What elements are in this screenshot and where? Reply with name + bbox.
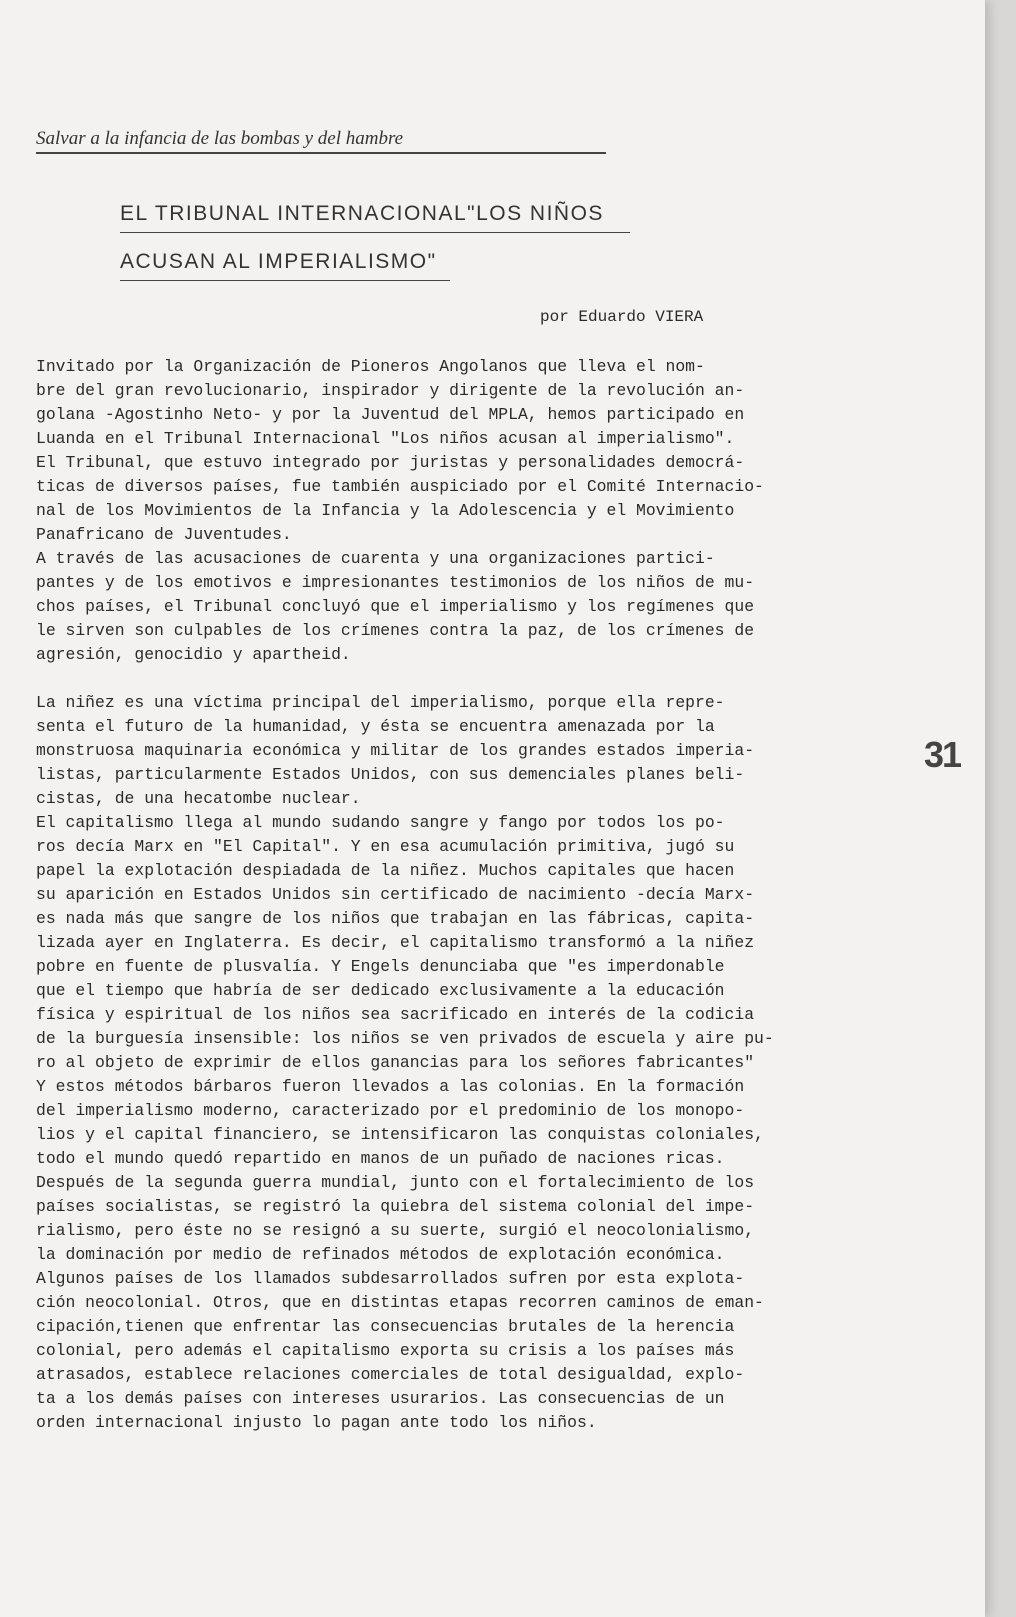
text-line: papel la explotación despiadada de la niñez. Muchos capitales que hacen [36, 861, 735, 880]
text-line: Después de la segunda guerra mundial, junto con el fortalecimiento de los [36, 1173, 755, 1192]
text-line: ta a los demás países con intereses usurarios. Las consecuencias de un [36, 1389, 725, 1408]
text-line: colonial, pero además el capitalismo exporta su crisis a los países más [36, 1341, 735, 1360]
text-line: bre del gran revolucionario, inspirador y dirigente de la revolución an- [36, 381, 745, 400]
page-number: 31 [924, 734, 961, 775]
text-line: lios y el capital financiero, se intensificaron las conquistas coloniales, [36, 1125, 764, 1144]
text-line: chos países, el Tribunal concluyó que el imperialismo y los regímenes que [36, 597, 755, 616]
text-line: ros decía Marx en "El Capital". Y en esa acumulación primitiva, jugó su [36, 837, 735, 856]
text-line: de la burguesía insensible: los niños se ven privados de escuela y aire pu- [36, 1029, 774, 1048]
text-line: física y espiritual de los niños sea sacrificado en interés de la codicia [36, 1005, 755, 1024]
text-line: es nada más que sangre de los niños que trabajan en las fábricas, capita- [36, 909, 755, 928]
text-line: del imperialismo moderno, caracterizado por el predominio de los monopo- [36, 1101, 745, 1120]
text-line: Luanda en el Tribunal Internacional "Los niños acusan al imperialismo". [36, 429, 735, 448]
text-line: que el tiempo que habría de ser dedicado exclusivamente a la educación [36, 981, 725, 1000]
text-line: la dominación por medio de refinados métodos de explotación económica. [36, 1245, 725, 1264]
paragraph-gap [36, 667, 916, 691]
text-line: orden internacional injusto lo pagan ante todo los niños. [36, 1413, 597, 1432]
text-line: su aparición en Estados Unidos sin certificado de nacimiento -decía Marx- [36, 885, 755, 904]
text-line: A través de las acusaciones de cuarenta y una organizaciones partici- [36, 549, 715, 568]
text-line: Y estos métodos bárbaros fueron llevados a las colonias. En la formación [36, 1077, 745, 1096]
text-line: El capitalismo llega al mundo sudando sangre y fango por todos los po- [36, 813, 725, 832]
paragraph [36, 691, 916, 1435]
text-line: cistas, de una hecatombe nuclear. [36, 789, 361, 808]
text-line: nal de los Movimientos de la Infancia y la Adolescencia y el Movimiento [36, 501, 735, 520]
byline: por Eduardo VIERA [540, 308, 704, 326]
text-line: ticas de diversos países, fue también auspiciado por el Comité Internacio- [36, 477, 764, 496]
text-line: pantes y de los emotivos e impresionantes testimonios de los niños de mu- [36, 573, 755, 592]
paragraph [36, 355, 916, 667]
text-line: El Tribunal, que estuvo integrado por juristas y personalidades democrá- [36, 453, 745, 472]
text-line: pobre en fuente de plusvalía. Y Engels denunciaba que "es imperdonable [36, 957, 725, 976]
text-line: ro al objeto de exprimir de ellos ganancias para los señores fabricantes" [36, 1053, 755, 1072]
text-line: Panafricano de Juventudes. [36, 525, 292, 544]
text-line: atrasados, establece relaciones comerciales de total desigualdad, explo- [36, 1365, 745, 1384]
text-line: senta el futuro de la humanidad, y ésta se encuentra amenazada por la [36, 717, 715, 736]
text-line: ción neocolonial. Otros, que en distintas etapas recorren caminos de eman- [36, 1293, 764, 1312]
text-line: Algunos países de los llamados subdesarrollados sufren por esta explota- [36, 1269, 745, 1288]
text-line: todo el mundo quedó repartido en manos de un puñado de naciones ricas. [36, 1149, 725, 1168]
text-line: países socialistas, se registró la quiebra del sistema colonial del impe- [36, 1197, 755, 1216]
text-line: lizada ayer en Inglaterra. Es decir, el capitalismo transformó a la niñez [36, 933, 755, 952]
article-title-line-2: ACUSAN AL IMPERIALISMO" [120, 250, 450, 281]
text-line: agresión, genocidio y apartheid. [36, 645, 351, 664]
text-line: golana -Agostinho Neto- y por la Juventud del MPLA, hemos participado en [36, 405, 745, 424]
text-line: le sirven son culpables de los crímenes contra la paz, de los crímenes de [36, 621, 755, 640]
text-line: cipación,tienen que enfrentar las consecuencias brutales de la herencia [36, 1317, 735, 1336]
article-body [36, 355, 916, 1435]
text-line: Invitado por la Organización de Pioneros Angolanos que lleva el nom- [36, 357, 705, 376]
text-line: La niñez es una víctima principal del imperialismo, porque ella repre- [36, 693, 725, 712]
text-line: listas, particularmente Estados Unidos, con sus demenciales planes beli- [36, 765, 745, 784]
running-header: Salvar a la infancia de las bombas y del hambre [36, 128, 606, 154]
text-line: rialismo, pero éste no se resignó a su suerte, surgió el neocolonialismo, [36, 1221, 755, 1240]
text-line: monstruosa maquinaria económica y militar de los grandes estados imperia- [36, 741, 755, 760]
article-title-line-1: EL TRIBUNAL INTERNACIONAL"LOS NIÑOS [120, 202, 630, 233]
